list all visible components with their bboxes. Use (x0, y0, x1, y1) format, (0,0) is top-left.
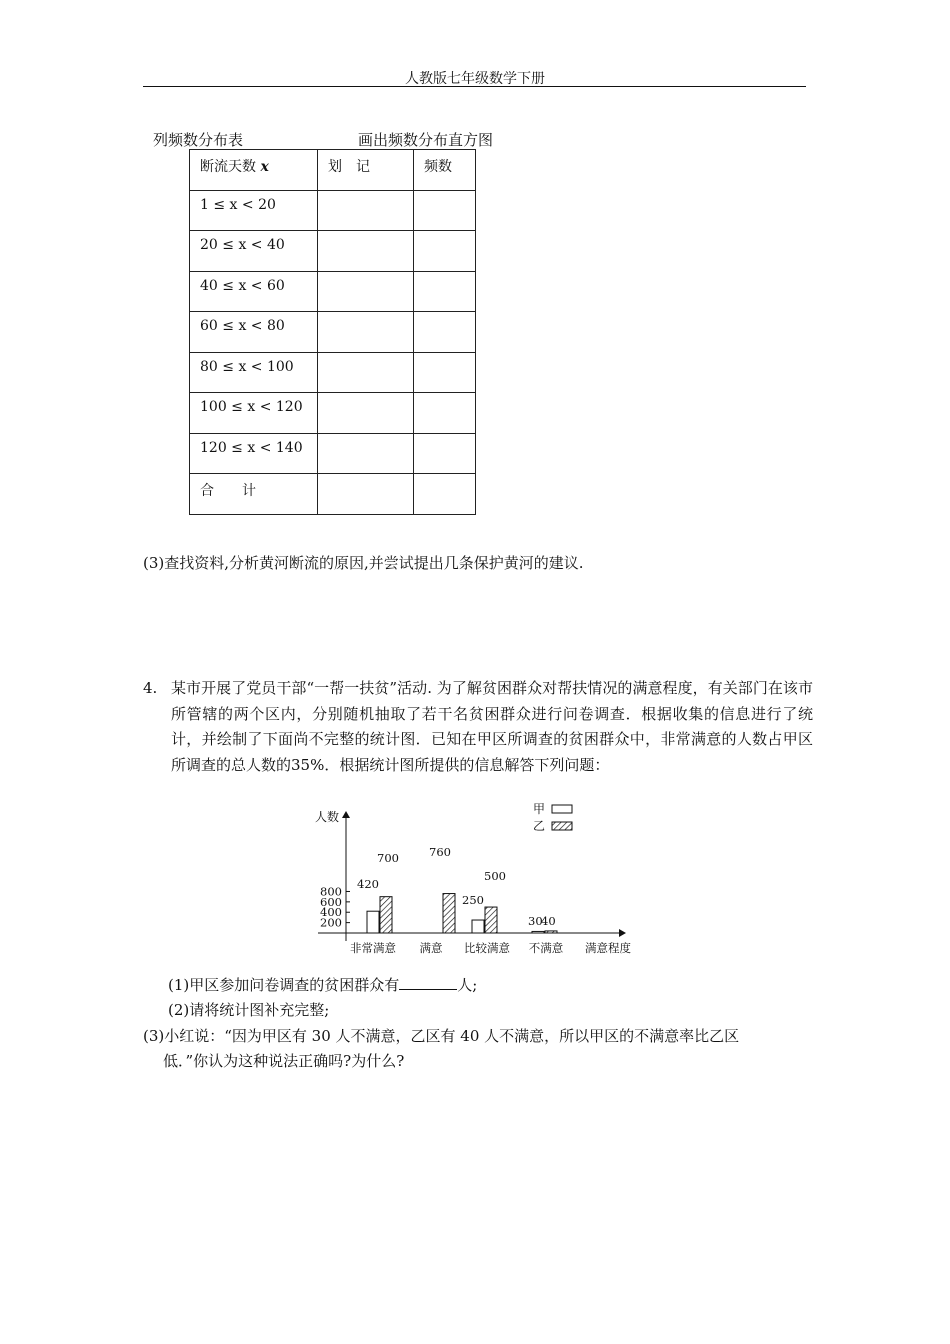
table-row (190, 231, 476, 272)
sub1-text: (1)甲区参加问卷调查的贫困群众有 (168, 976, 400, 994)
y-tick-label: 200 (320, 915, 342, 930)
table-row (190, 393, 476, 434)
problem-number: 4. (143, 679, 158, 697)
sub1-suffix: 人; (457, 976, 478, 994)
legend-swatch-yi (552, 822, 572, 830)
table-header-row (190, 150, 476, 191)
frequency-cell[interactable] (414, 271, 476, 312)
table-row (190, 271, 476, 312)
header-rule (143, 86, 806, 87)
value-label: 30 (528, 914, 543, 928)
interval-cell: 1 ≤ x < 20 (190, 190, 318, 231)
interval-cell: 20 ≤ x < 40 (190, 231, 318, 272)
tally-cell[interactable] (318, 393, 414, 434)
value-label: 760 (429, 845, 451, 859)
frequency-cell[interactable] (414, 393, 476, 434)
legend-swatch-jia (552, 805, 572, 813)
sub-question-3 (143, 1024, 813, 1074)
frequency-cell[interactable] (414, 474, 476, 515)
bar-jia-1 (367, 911, 379, 933)
interval-cell: 120 ≤ x < 140 (190, 433, 318, 474)
header-days: 断流天数 x (190, 150, 318, 191)
frequency-cell[interactable] (414, 352, 476, 393)
question-3: (3)查找资料,分析黄河断流的原因,并尝试提出几条保护黄河的建议. (143, 554, 584, 572)
value-label: 420 (357, 877, 379, 891)
y-tick-label: 600 (320, 894, 342, 909)
page-header-title: 人教版七年级数学下册 (405, 71, 545, 87)
x-category-label: 比较满意 (464, 941, 510, 955)
table-row (190, 352, 476, 393)
frequency-cell[interactable] (414, 190, 476, 231)
legend-label-yi: 乙 (533, 819, 546, 833)
y-tick-label: 400 (320, 905, 342, 920)
tally-cell[interactable] (318, 312, 414, 353)
sub3-line-1: (3)小红说：“因为甲区有 30 人不满意，乙区有 40 人不满意，所以甲区的不满意率比乙区 (143, 1027, 740, 1045)
frequency-table (189, 149, 476, 515)
answer-blank[interactable] (399, 975, 457, 990)
bar-jia-4 (532, 931, 544, 933)
bar-jia-3 (472, 920, 484, 933)
tally-cell[interactable] (318, 271, 414, 312)
table-total-row (190, 474, 476, 515)
sub-question-2: (2)请将统计图补充完整; (168, 1001, 330, 1019)
interval-cell: 80 ≤ x < 100 (190, 352, 318, 393)
tally-cell[interactable] (318, 352, 414, 393)
bar-yi-3 (485, 907, 497, 933)
sub3-line-2: 低．”你认为这种说法正确吗?为什么? (163, 1052, 405, 1070)
bar-yi-2 (443, 894, 455, 933)
tally-cell[interactable] (318, 433, 414, 474)
table-row (190, 190, 476, 231)
total-cell: 合 计 (190, 474, 318, 515)
sub-question-1 (168, 974, 477, 995)
table-caption: 列频数分布表 (153, 131, 244, 149)
value-label: 700 (377, 851, 399, 865)
value-label: 40 (541, 914, 556, 928)
table-row (190, 312, 476, 353)
x-category-label: 不满意 (528, 941, 564, 955)
interval-cell: 100 ≤ x < 120 (190, 393, 318, 434)
tally-cell[interactable] (318, 231, 414, 272)
y-axis-label: 人数 (315, 810, 340, 824)
tally-cell[interactable] (318, 190, 414, 231)
value-label: 500 (484, 869, 506, 883)
header-frequency: 频数 (414, 150, 476, 191)
interval-cell: 40 ≤ x < 60 (190, 271, 318, 312)
bar-yi-1 (380, 897, 392, 933)
tally-cell[interactable] (318, 474, 414, 515)
satisfaction-bar-chart (300, 800, 645, 960)
x-axis-label: 满意程度 (585, 941, 631, 955)
header-tally: 划 记 (318, 150, 414, 191)
interval-cell: 60 ≤ x < 80 (190, 312, 318, 353)
frequency-cell[interactable] (414, 433, 476, 474)
value-label: 250 (462, 893, 484, 907)
histogram-caption: 画出频数分布直方图 (358, 131, 494, 149)
frequency-cell[interactable] (414, 231, 476, 272)
legend-label-jia: 甲 (533, 802, 546, 816)
problem-4 (143, 676, 813, 778)
frequency-cell[interactable] (414, 312, 476, 353)
x-category-label: 满意 (419, 941, 443, 955)
bar-yi-4 (545, 931, 557, 933)
x-category-label: 非常满意 (350, 941, 396, 955)
y-tick-label: 800 (320, 884, 342, 899)
table-row (190, 433, 476, 474)
problem-text: 某市开展了党员干部“一帮一扶贫”活动. 为了解贫困群众对帮扶情况的满意程度，有关部门在该市所管辖的两个区内，分别随机抽取了若干名贫困群众进行问卷调查．根据收集的信息进行了统计，并绘制了下面尚不完整的统计图．已知在甲区所调查的贫困群众中，非常满意的人数占甲区所调查的总人数的35%．根据统计图所提供的信息解答下列问题： (171, 679, 813, 774)
